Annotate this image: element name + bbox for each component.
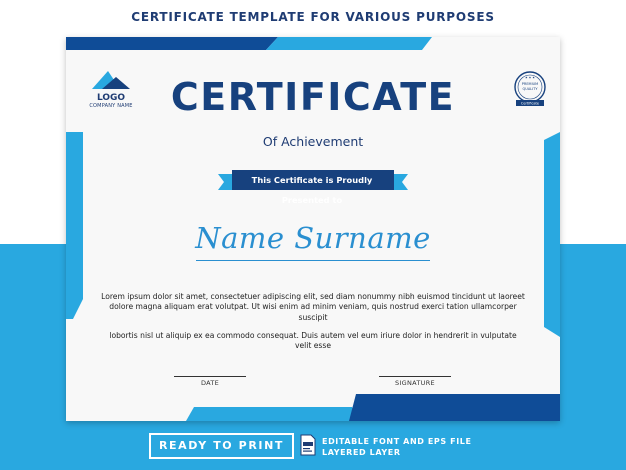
certificate-subtitle: Of Achievement [262, 134, 364, 149]
ready-to-print-button: READY TO PRINT [149, 433, 294, 459]
ribbon-text: This Certificate is Proudly Presented to [251, 175, 373, 205]
signature-line [379, 376, 451, 377]
file-icon [300, 434, 316, 456]
svg-text:★ ★ ★: ★ ★ ★ [525, 75, 535, 80]
body-paragraph-2: lobortis nisl ut aliquip ex ea commodo consequat. Duis autem vel eum iriure dolor in hendrerit in vulputate velit esse [109, 331, 517, 351]
date-line [174, 376, 246, 377]
top-light-bar [266, 37, 432, 50]
editable-file-note: EDITABLE FONT AND EPS FILE [322, 437, 472, 446]
recipient-name: Name Surname [195, 221, 431, 255]
name-underline [196, 260, 430, 261]
seal-bottom-text: Certificate [520, 101, 540, 106]
layered-note: LAYERED LAYER [322, 448, 401, 457]
bottom-light-bar [186, 407, 358, 421]
certificate-card [66, 37, 560, 421]
page-heading: CERTIFICATE TEMPLATE FOR VARIOUS PURPOSES [131, 10, 495, 24]
top-dark-bar [66, 37, 278, 50]
signature-label: SIGNATURE [395, 379, 435, 387]
bottom-dark-bar [349, 394, 560, 421]
seal-mid-text: QUALITY [522, 87, 538, 91]
certificate-title: CERTIFICATE [170, 75, 456, 119]
body-paragraph-1: Lorem ipsum dolor sit amet, consectetuer adipiscing elit, sed diam nonummy nibh euismod tincidunt ut laoreet dolore magna aliquam erat volutpat. Ut wisi enim ad minim veniam, quis nostrud exerci tation ullamcorper suscipit [101, 292, 525, 322]
seal-top-text: PREMIUM [521, 82, 539, 86]
company-name: COMPANY NAME [89, 103, 133, 109]
date-label: DATE [200, 379, 220, 387]
logo-text: LOGO [96, 93, 126, 103]
